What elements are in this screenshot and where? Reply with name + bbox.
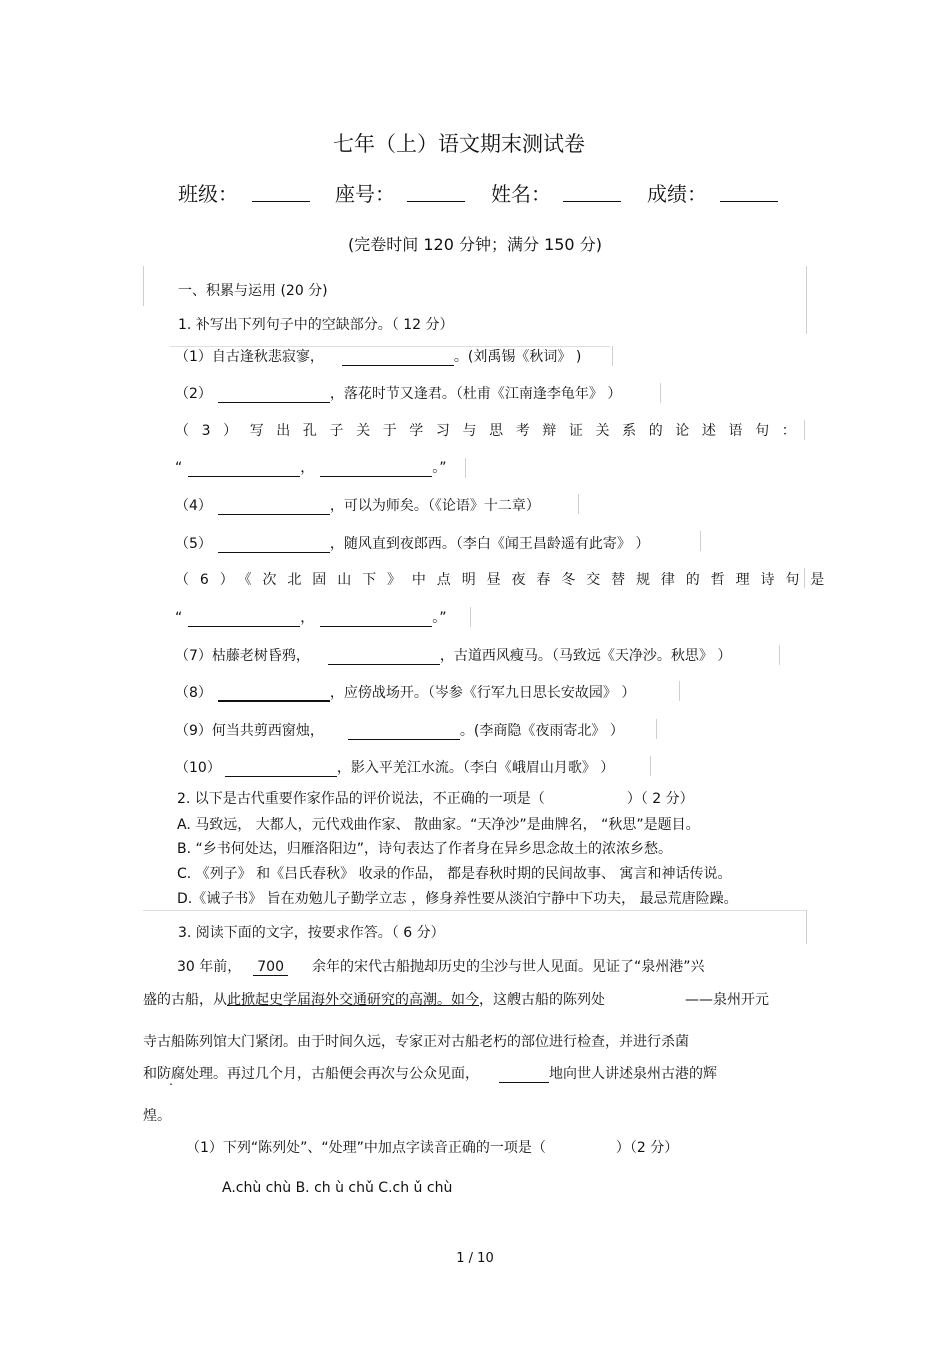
frame-line <box>143 910 807 911</box>
q1-item-6-answer: “ ， 。” <box>175 610 447 626</box>
frame-line <box>612 346 613 366</box>
frame-line <box>679 681 680 701</box>
seat-label: 座号： <box>335 182 395 206</box>
q1-item-2: （2） ，落花时节又逢君。（杜甫《江南逢李龟年》 ） <box>175 386 622 402</box>
answer-blank[interactable] <box>218 499 330 515</box>
frame-line <box>660 383 661 403</box>
name-label: 姓名： <box>491 182 551 206</box>
answer-blank[interactable] <box>218 685 330 702</box>
class-label: 班级： <box>178 182 238 206</box>
passage-line-2: 盛的古船，从此掀起史学届海外交通研究的高潮。如今，这艘古船的陈列处 ——泉州开元 <box>143 992 769 1008</box>
exam-time-note: (完卷时间 120 分钟；满分 150 分) <box>348 235 602 254</box>
q3-sub-1: （1）下列“陈列处”、“处理”中加点字读音正确的一项是（ ）（2 分） <box>186 1140 679 1156</box>
frame-line <box>578 494 579 514</box>
frame-line <box>143 266 144 306</box>
page-title: 七年（上）语文期末测试卷 <box>333 132 585 156</box>
answer-blank[interactable] <box>320 461 432 477</box>
answer-blank[interactable] <box>348 724 460 740</box>
q2-option-b: B. “乡书何处达，归雁洛阳边”，诗句表达了作者身在异乡思念故土的浓浓乡愁。 <box>177 841 673 857</box>
seat-blank[interactable] <box>407 178 465 202</box>
passage-blank-number: 700 <box>253 959 288 976</box>
name-blank[interactable] <box>563 178 621 202</box>
class-blank[interactable] <box>252 178 310 202</box>
score-blank[interactable] <box>720 178 778 202</box>
q2-option-d: D.《诫子书》 旨在劝勉儿子勤学立志 ，修身养性要从淡泊宁静中下功夫， 最忌荒唐险躁。 <box>177 891 738 907</box>
section-heading: 一、积累与运用 (20 分) <box>178 283 328 299</box>
q1-item-3: （3）写出孔子关于学习与思考辩证关系的论述语句： <box>175 423 809 439</box>
q1-item-1: （1）自古逢秋悲寂寥， 。(刘禹锡《秋词》 ) <box>175 349 582 365</box>
q2-option-c: C. 《列子》 和《吕氏春秋》 收录的作品， 都是春秋时期的民间故事、 寓言和神话传说。 <box>177 866 732 882</box>
passage-line-5: 煌。 <box>143 1108 171 1124</box>
frame-line <box>806 266 807 334</box>
frame-line <box>465 458 466 478</box>
question-2-stem: 2. 以下是古代重要作家作品的评价说法，不正确的一项是（ ）（ 2 分） <box>177 791 694 807</box>
q1-item-3-answer: “ ， 。” <box>175 460 447 476</box>
q1-item-9: （9）何当共剪西窗烛， 。(李商隐《夜雨寄北》 ） <box>175 723 624 739</box>
q1-item-10: （10） ，影入平羌江水流。（李白《峨眉山月歌》 ） <box>175 760 615 776</box>
q2-option-a: A. 马致远， 大都人，元代戏曲作家、 散曲家。“天净沙”是曲牌名， “秋思”是题目。 <box>177 817 700 833</box>
page-number: 1 / 10 <box>456 1251 494 1266</box>
frame-line <box>700 531 701 551</box>
frame-line <box>779 645 780 665</box>
answer-blank[interactable] <box>188 611 300 627</box>
frame-line <box>656 719 657 739</box>
q1-item-4: （4） ，可以为师矣。（《论语》十二章） <box>175 498 540 514</box>
q1-item-5: （5） ，随风直到夜郎西。（李白《闻王昌龄遥有此寄》 ） <box>175 536 650 552</box>
question-3-stem: 3. 阅读下面的文字，按要求作答。（ 6 分） <box>178 925 445 941</box>
question-1-stem: 1. 补写出下列句子中的空缺部分。（ 12 分） <box>178 317 454 333</box>
answer-blank[interactable] <box>225 761 337 777</box>
passage-line-3: 寺古船陈列馆大门紧闭。由于时间久远，专家正对古船老朽的部位进行检查，并进行杀菌 <box>143 1034 689 1050</box>
passage-blank[interactable] <box>499 1068 549 1083</box>
frame-line <box>806 910 807 944</box>
frame-line <box>470 607 471 627</box>
answer-blank[interactable] <box>342 350 454 366</box>
answer-blank[interactable] <box>320 611 432 627</box>
score-label: 成绩： <box>647 182 707 206</box>
passage-line-4: 和防腐处理。再过几个月，古船便会再次与公众见面， 地向世人讲述泉州古港的辉 <box>143 1066 717 1082</box>
answer-blank[interactable] <box>218 387 330 403</box>
q3-sub-1-choices: A.chù chù B. ch ù chǔ C.ch ǔ chù <box>222 1180 453 1196</box>
q1-item-6: （6）《次北固山下》中点明昼夜春冬交替规律的哲理诗句是 <box>175 572 836 588</box>
answer-blank[interactable] <box>218 537 330 553</box>
q1-item-7: （7）枯藤老树昏鸦， ，古道西风瘦马。（马致远《天净沙。秋思》 ） <box>175 648 732 664</box>
answer-blank[interactable] <box>188 461 300 477</box>
frame-line <box>650 756 651 776</box>
passage-line-1: 30 年前， 700 余年的宋代古船抛却历史的尘沙与世人见面。见证了“泉州港”兴 <box>177 959 705 975</box>
q1-item-8: （8） ，应傍战场开。（岑参《行军九日思长安故园》 ） <box>175 685 636 701</box>
answer-blank[interactable] <box>328 649 440 665</box>
